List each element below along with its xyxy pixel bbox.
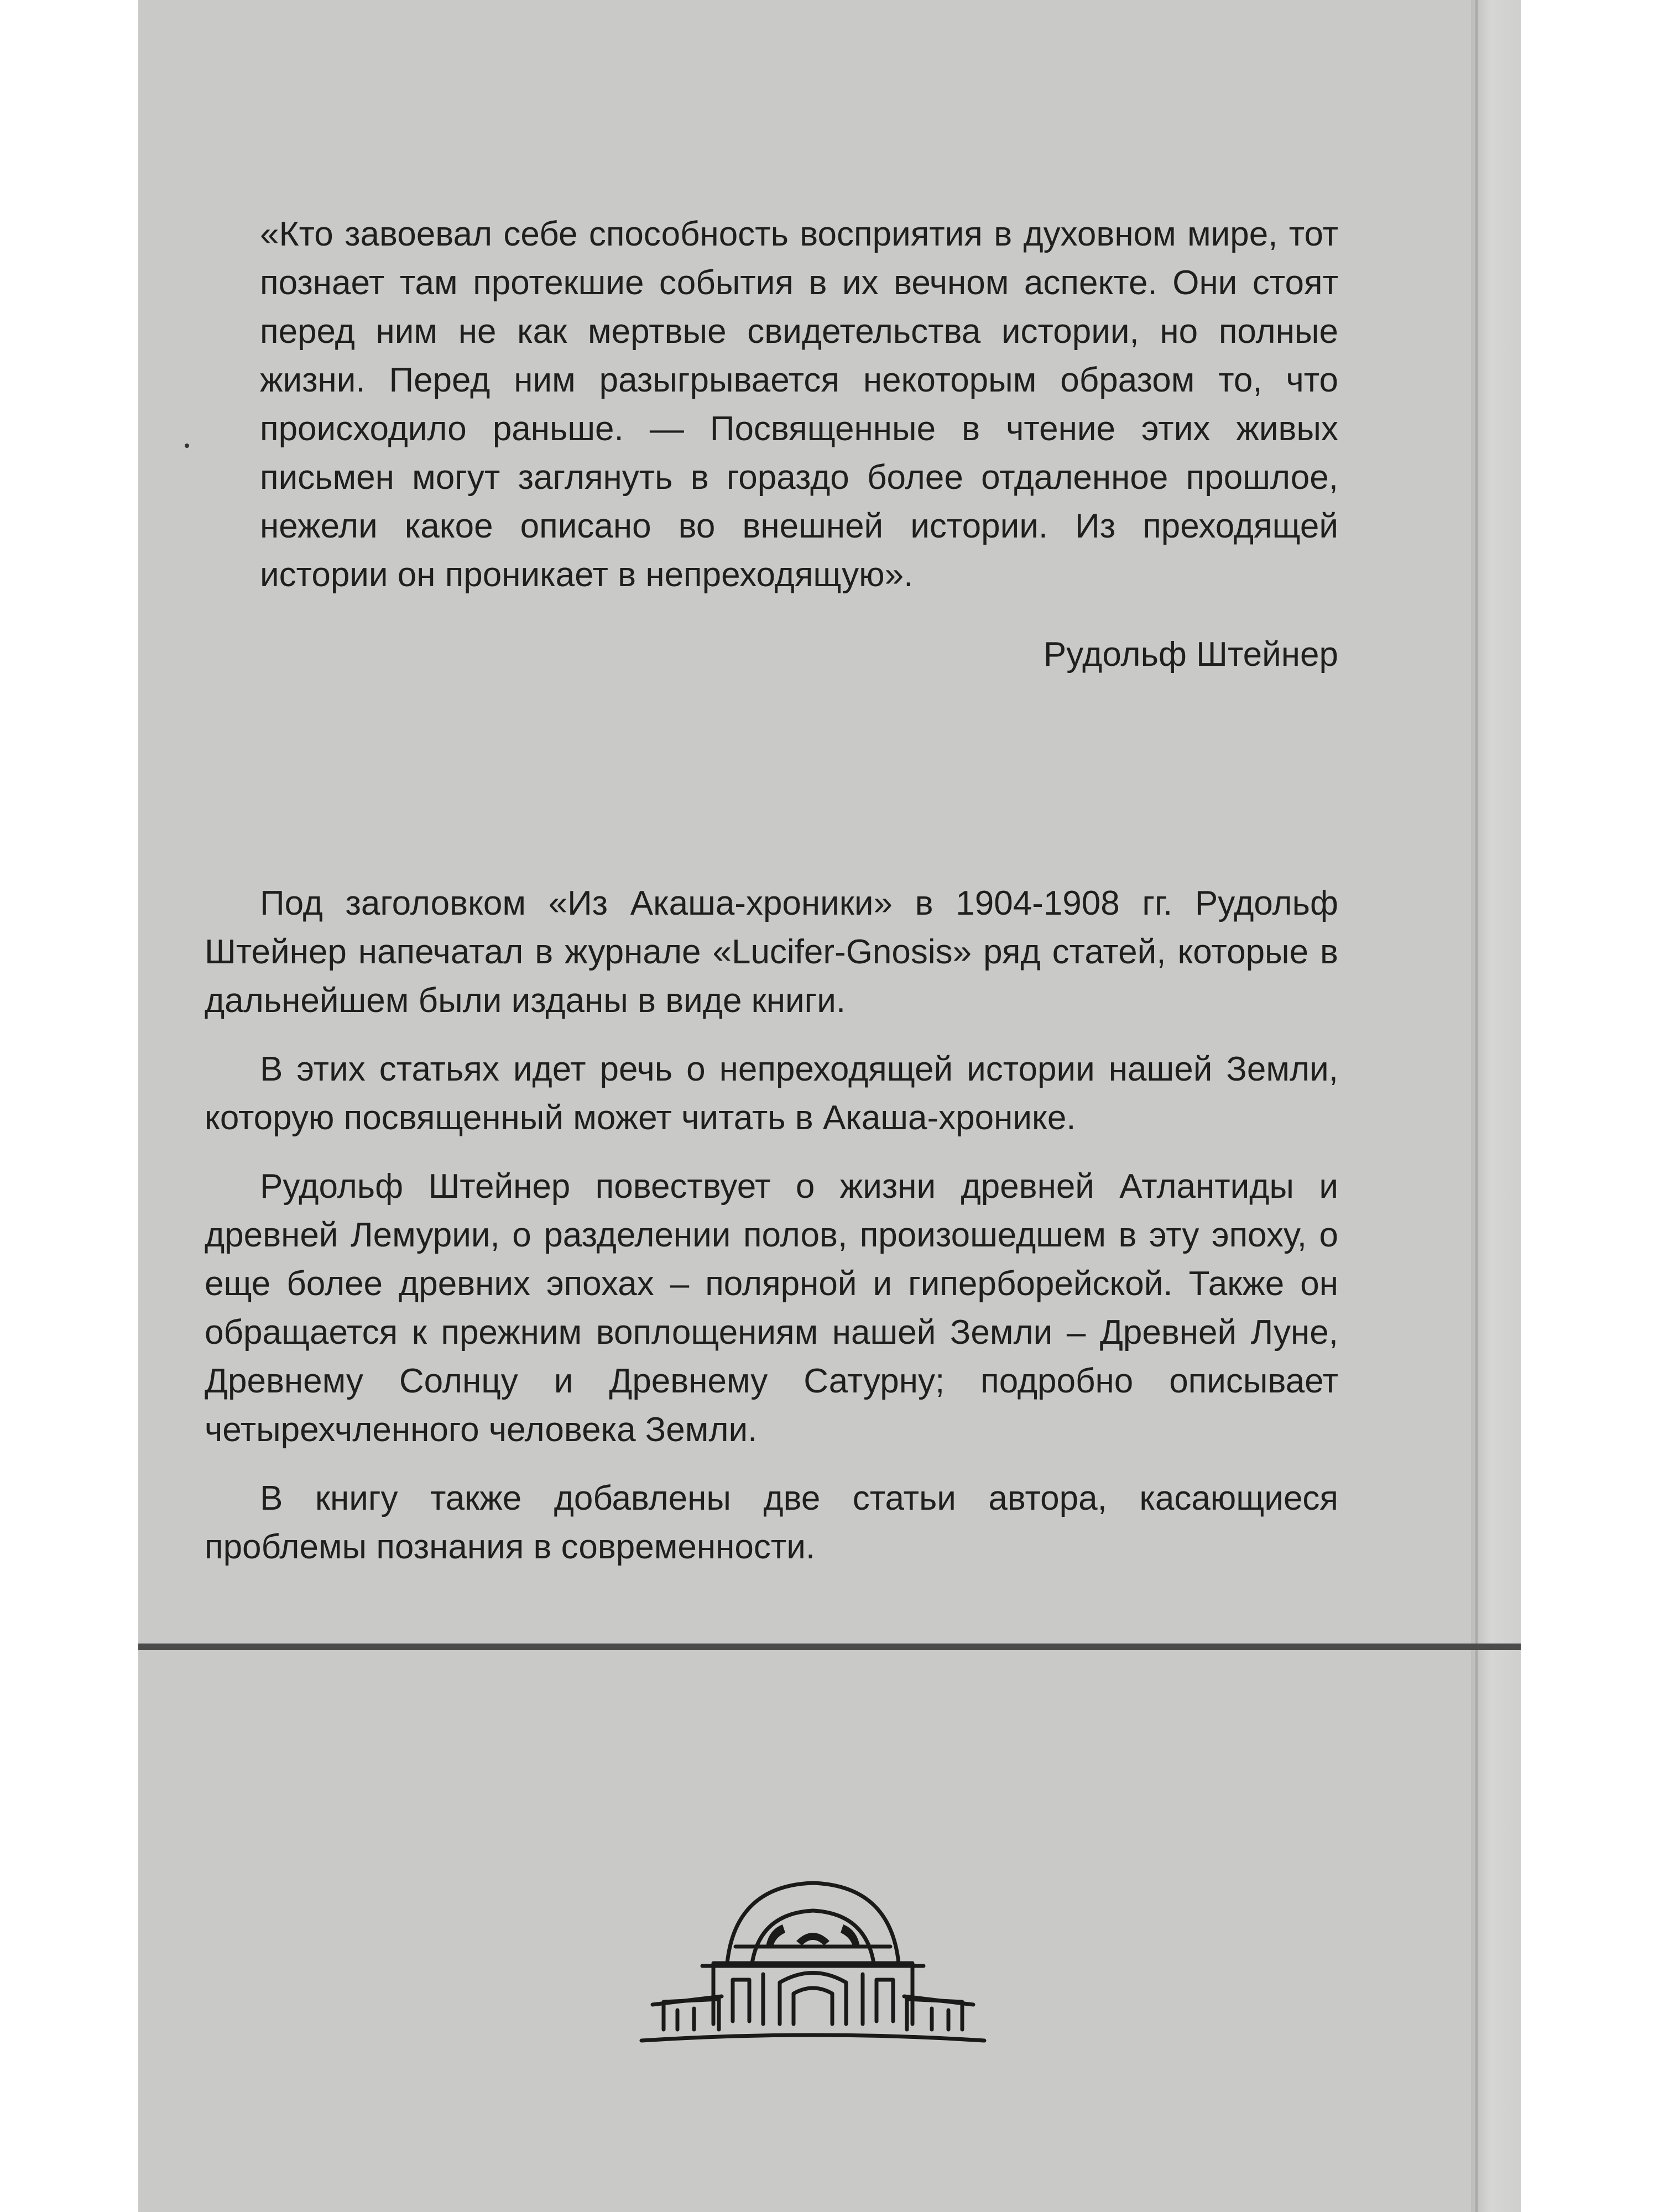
book-description — [205, 879, 1338, 1592]
epigraph-quote — [260, 210, 1338, 599]
print-speck — [185, 444, 189, 448]
description-paragraph-2: В этих статьях идет речь о непреходящей истории нашей Земли, которую посвященный может читать в Акаша-хронике. — [205, 1050, 1338, 1137]
spine-hinge-line — [1475, 0, 1478, 2212]
spine-edge — [1471, 0, 1521, 2212]
horizontal-divider — [138, 1644, 1521, 1650]
goetheanum-building-icon — [630, 1864, 995, 2052]
description-paragraph-4: В книгу также добавлены две статьи автора, касающиеся проблемы познания в современности. — [205, 1479, 1338, 1566]
description-paragraph-3: Рудольф Штейнер повествует о жизни древней Атлантиды и древней Лемурии, о разделении полов, произошедшем в эту эпоху, о еще более древних эпохах – полярной и гиперборейской. Также он обращается к прежним воплощениям нашей Земли – Древней Луне, Древнему Солнцу и Древнему Сатурну; подробно описывает четырехчленного человека Земли. — [205, 1167, 1338, 1449]
description-paragraph-1: Под заголовком «Из Акаша-хроники» в 1904-1908 гг. Рудольф Штейнер напечатал в журнале «Lucifer-Gnosis» ряд статей, которые в дальнейшем были изданы в виде книги. — [205, 884, 1338, 1020]
epigraph-author: Рудольф Штейнер — [1043, 635, 1338, 674]
epigraph-text: «Кто завоевал себе способность восприятия в духовном мире, тот познает там протекшие события в их вечном аспекте. Они стоят перед ним не как мертвые свидетельства истории, но полные жизни. Перед ним разыгрывается некоторым образом то, что происходило раньше. — Посвященные в чтение этих живых письмен могут заглянуть в гораздо более отдаленное прошлое, нежели какое описано во внешней истории. Из преходящей истории он проникает в непреходящую». — [260, 215, 1338, 594]
